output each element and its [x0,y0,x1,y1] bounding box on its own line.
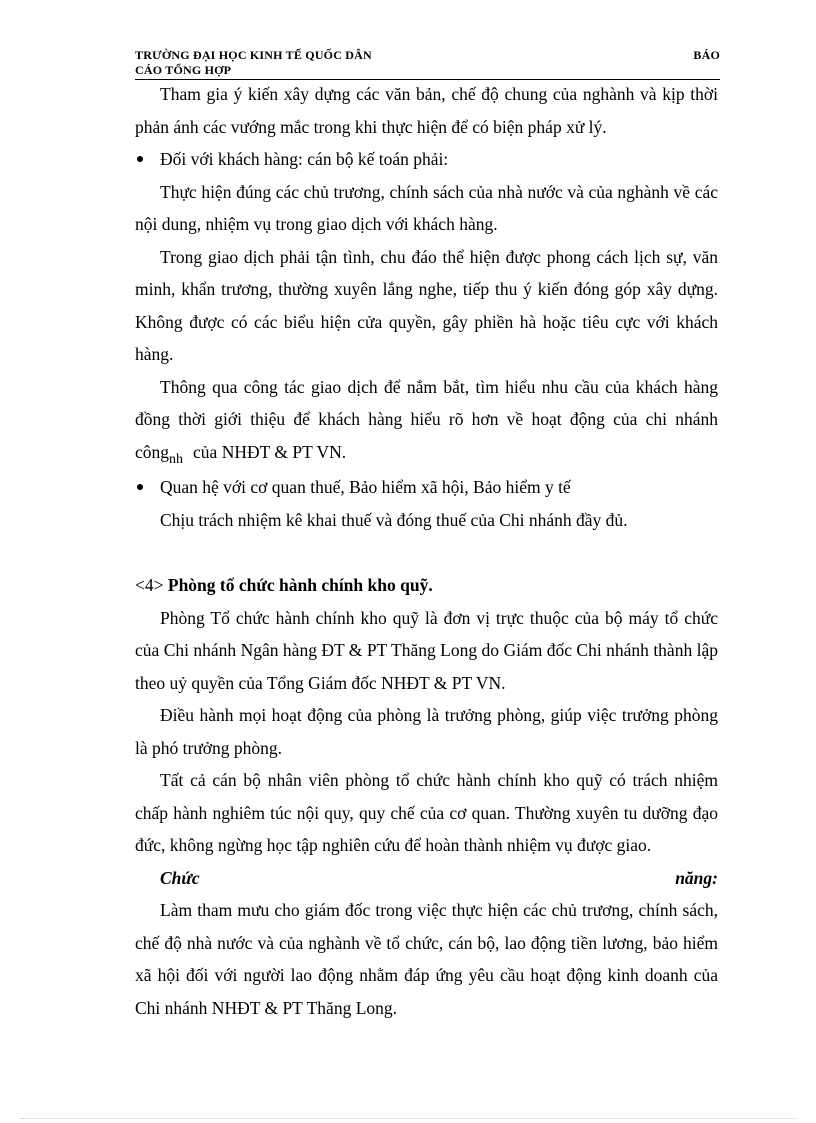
paragraph-4-main: Thông qua công tác giao dịch để nắm bắt, tìm hiểu nhu cầu của khách hàng đồng thời giới thiệu để khách hàng hiểu rõ hơn về hoạt động của chi nhánh công [135,376,718,462]
paragraph-2: Thực hiện đúng các chủ trương, chính sách của nhà nước và của nghành về các nội dung, nhiệm vụ trong giao dịch với khách hàng. [135,181,718,234]
subheading-right: năng: [675,867,718,888]
paragraph-1: Tham gia ý kiến xây dựng các văn bản, chế độ chung của nghành và kịp thời phản ánh các vướng mắc trong khi thực hiện để có biện pháp xử lý. [135,84,718,137]
paragraph-7: Điều hành mọi hoạt động của phòng là trưởng phòng, giúp việc trưởng phòng là phó trưởng phòng. [135,705,718,758]
bullet-tax [135,471,718,504]
section-heading-number: <4> [135,575,164,595]
paragraph-4 [135,371,718,472]
bullet-dot-icon [137,156,143,162]
paragraph-4-subscript: nh [169,451,184,467]
paragraph-9: Làm tham mưu cho giám đốc trong việc thực hiện các chủ trương, chính sách, chế độ nhà nước và của nghành về tổ chức, cán bộ, lao động tiền lương, bảo hiểm xã hội đối với người lao động nhằm đáp ứng yêu cầu hoạt động kinh doanh của Chi nhánh NHĐT & PT Thăng Long. [135,900,718,1018]
page-header [135,48,720,78]
subheading-left: Chức [160,867,200,888]
document-body [135,78,718,1024]
paragraph-6: Phòng Tổ chức hành chính kho quỹ là đơn vị trực thuộc của bộ máy tổ chức của Chi nhánh Ngân hàng ĐT & PT Thăng Long do Giám đốc Chi nhánh thành lập theo uỷ quyền của Tổng Giám đốc NHĐT & PT VN. [135,607,718,693]
paragraph-5: Chịu trách nhiệm kê khai thuế và đóng thuế của Chi nhánh đầy đủ. [160,509,628,530]
section-heading-text: Phòng tổ chức hành chính kho quỹ. [167,575,433,595]
header-report-title: CÁO TỔNG HỢP [135,63,232,77]
bullet-tax-text: Quan hệ với cơ quan thuế, Bảo hiểm xã hội, Bảo hiểm y tế [160,477,571,497]
bullet-dot-icon [137,484,143,490]
section-heading [135,569,718,602]
paragraph-8: Tất cả cán bộ nhân viên phòng tổ chức hành chính kho quỹ có trách nhiệm chấp hành nghiêm túc nội quy, quy chế của cơ quan. Thường xuyên tu dưỡng đạo đức, không ngừng học tập nghiên cứu để hoàn thành nhiệm vụ được giao. [135,770,718,855]
paragraph-4-end: của NHĐT & PT VN. [193,441,347,462]
bullet-customers [135,143,718,176]
header-row [135,48,720,63]
footer-dotted-line [20,1118,796,1119]
spacer [135,536,718,569]
bullet-customers-text: Đối với khách hàng: cán bộ kế toán phải: [160,149,449,169]
header-report-word: BÁO [693,48,720,62]
subheading-function [135,862,718,895]
paragraph-3: Trong giao dịch phải tận tình, chu đáo thể hiện được phong cách lịch sự, văn minh, khẩn trương, thường xuyên lắng nghe, tiếp thu ý kiến đóng góp xây dựng. Không được có các biểu hiện cửa quyền, gây phiền hà hoặc tiêu cực với khách hàng. [135,246,718,364]
header-university: TRƯỜNG ĐẠI HỌC KINH TẾ QUỐC DÂN [135,48,372,62]
